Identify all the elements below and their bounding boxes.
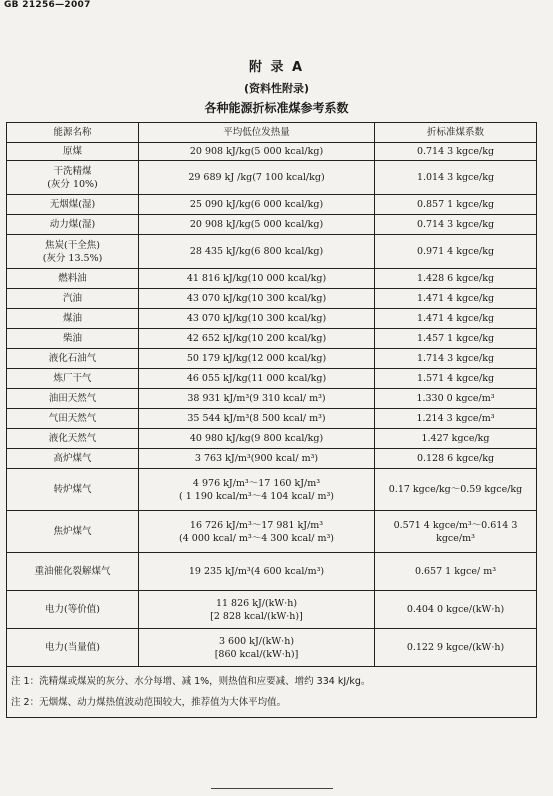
energy-name-cell-line: 燃料油 [58, 273, 87, 284]
heat-value-cell [139, 409, 375, 429]
coefficient-cell: 1.428 6 kgce/kg [375, 269, 537, 289]
heat-value-cell-line: 50 179 kJ/kg(12 000 kcal/kg) [186, 353, 327, 364]
standard-code: GB 21256—2007 [4, 0, 91, 10]
energy-name-cell-line: 焦炉煤气 [53, 526, 92, 537]
energy-name-cell [7, 143, 139, 161]
heat-value-cell [139, 329, 375, 349]
coefficient-cell: 0.128 6 kgce/kg [375, 449, 537, 469]
energy-name-cell [7, 409, 139, 429]
heat-value-cell [139, 469, 375, 511]
heat-value-cell [139, 215, 375, 235]
energy-name-cell-line: 煤油 [62, 313, 82, 324]
coefficient-cell: 0.122 9 kgce/(kW·h) [375, 629, 537, 667]
heat-value-cell-line: 46 055 kJ/kg(11 000 kcal/kg) [186, 373, 327, 384]
heat-value-cell [139, 195, 375, 215]
table-row [7, 389, 537, 409]
heat-value-cell-line: 16 726 kJ/m³～17 981 kJ/m³ [189, 519, 324, 531]
heat-value-cell-line: [2 828 kcal/(kW·h)] [210, 610, 303, 622]
heat-value-cell [139, 389, 375, 409]
coefficient-cell: 0.571 4 kgce/m³～0.614 3 kgce/m³ [375, 511, 537, 553]
heat-value-cell-line: 19 235 kJ/m³(4 600 kcal/m³) [188, 566, 325, 577]
heat-value-cell [139, 553, 375, 591]
energy-name-cell-line: 电力(等价值) [45, 604, 100, 615]
table-row [7, 469, 537, 511]
table-row [7, 161, 537, 195]
coefficient-cell: 1.471 4 kgce/kg [375, 309, 537, 329]
energy-name-cell-line: 重油催化裂解煤气 [34, 566, 111, 577]
energy-name-cell [7, 429, 139, 449]
coefficient-cell: 1.714 3 kgce/kg [375, 349, 537, 369]
energy-name-cell-line: 油田天然气 [48, 393, 97, 404]
energy-name-cell [7, 469, 139, 511]
energy-name-cell [7, 329, 139, 349]
heat-value-cell-line: ( 1 190 kcal/m³～4 104 kcal/ m³) [179, 490, 334, 502]
energy-name-cell [7, 553, 139, 591]
header-coefficient: 折标准煤系数 [375, 123, 537, 143]
heat-value-cell-line: 43 070 kJ/kg(10 300 kcal/kg) [186, 293, 327, 304]
coefficient-cell: 0.404 0 kgce/(kW·h) [375, 591, 537, 629]
energy-name-cell [7, 369, 139, 389]
energy-name-cell [7, 289, 139, 309]
coefficient-cell: 0.714 3 kgce/kg [375, 215, 537, 235]
energy-name-cell [7, 591, 139, 629]
appendix-title: 附 录 A [248, 60, 305, 75]
table-header-row [7, 123, 537, 143]
energy-name-cell-line: 炼厂干气 [53, 373, 92, 384]
energy-name-cell [7, 389, 139, 409]
energy-name-cell [7, 161, 139, 195]
table-row [7, 429, 537, 449]
energy-name-cell-line: 无烟煤(湿) [49, 199, 96, 210]
table-row [7, 511, 537, 553]
energy-name-cell-line: 原煤 [62, 146, 82, 157]
energy-name-cell-line: 电力(当量值) [45, 642, 100, 653]
heat-value-cell-line: 3 600 kJ/(kW·h) [218, 635, 295, 647]
heat-value-cell-line: 40 980 kJ/kg(9 800 kcal/kg) [189, 433, 324, 444]
heat-value-cell [139, 511, 375, 553]
heat-value-cell-line: 25 090 kJ/kg(6 000 kcal/kg) [189, 199, 324, 210]
table-row [7, 143, 537, 161]
energy-name-cell-line: 柴油 [62, 333, 82, 344]
heat-value-cell-line: [860 kcal/(kW·h)] [214, 648, 299, 660]
heat-value-cell [139, 629, 375, 667]
coefficient-cell: 1.427 kgce/kg [375, 429, 537, 449]
heat-value-cell [139, 349, 375, 369]
coefficient-cell: 1.330 0 kgce/m³ [375, 389, 537, 409]
coefficient-cell: 0.714 3 kgce/kg [375, 143, 537, 161]
heat-value-cell-line: 35 544 kJ/m³(8 500 kcal/ m³) [187, 413, 326, 424]
coefficient-cell: 1.214 3 kgce/m³ [375, 409, 537, 429]
heat-value-cell-line: (4 000 kcal/ m³～4 300 kcal/ m³) [179, 532, 334, 544]
energy-name-cell-line: 液化石油气 [48, 353, 97, 364]
coefficient-cell: 0.17 kgce/kg～0.59 kgce/kg [375, 469, 537, 511]
heat-value-cell-line: 29 689 kJ /kg(7 100 kcal/kg) [188, 172, 325, 183]
coefficient-cell: 0.857 1 kgce/kg [375, 195, 537, 215]
coefficient-cell: 1.014 3 kgce/kg [375, 161, 537, 195]
energy-name-cell [7, 349, 139, 369]
heat-value-cell-line: 28 435 kJ/kg(6 800 kcal/kg) [189, 246, 324, 257]
table-row [7, 553, 537, 591]
table-row [7, 309, 537, 329]
header-heat-value: 平均低位发热量 [139, 123, 375, 143]
heat-value-cell [139, 369, 375, 389]
table-row [7, 289, 537, 309]
table-row [7, 215, 537, 235]
energy-name-cell [7, 511, 139, 553]
heat-value-cell [139, 161, 375, 195]
energy-name-cell-line: 汽油 [62, 293, 82, 304]
table-row [7, 349, 537, 369]
heat-value-cell-line: 11 826 kJ/(kW·h) [215, 597, 298, 609]
table-row [7, 329, 537, 349]
energy-name-cell-line: 焦炭(干全焦) [45, 239, 100, 251]
heat-value-cell-line: 4 976 kJ/m³～17 160 kJ/m³ [192, 477, 321, 489]
energy-name-cell-line: 转炉煤气 [53, 484, 92, 495]
energy-name-cell [7, 309, 139, 329]
heat-value-cell-line: 38 931 kJ/m³(9 310 kcal/ m³) [187, 393, 326, 404]
heat-value-cell-line: 41 816 kJ/kg(10 000 kcal/kg) [186, 273, 327, 284]
coefficient-cell: 1.471 4 kgce/kg [375, 289, 537, 309]
table-row [7, 449, 537, 469]
energy-name-cell-line: (灰分 13.5%) [42, 252, 103, 264]
table-row [7, 269, 537, 289]
appendix-subtitle: (资料性附录) [243, 82, 310, 95]
notes-cell [7, 667, 537, 718]
table-row [7, 409, 537, 429]
energy-name-cell-line: (灰分 10%) [47, 178, 98, 190]
energy-name-cell [7, 269, 139, 289]
notes-row [7, 667, 537, 718]
energy-name-cell-line: 液化天然气 [48, 433, 97, 444]
heat-value-cell-line: 43 070 kJ/kg(10 300 kcal/kg) [186, 313, 327, 324]
heat-value-cell-line: 42 652 kJ/kg(10 200 kcal/kg) [186, 333, 327, 344]
energy-name-cell-line: 动力煤(湿) [49, 219, 96, 230]
energy-name-cell-line: 气田天然气 [48, 413, 97, 424]
header-energy-name: 能源名称 [7, 123, 139, 143]
energy-coefficient-table [6, 122, 537, 718]
heat-value-cell [139, 591, 375, 629]
energy-name-cell [7, 195, 139, 215]
table-row [7, 235, 537, 269]
energy-name-cell [7, 235, 139, 269]
table-row [7, 369, 537, 389]
coefficient-cell: 1.457 1 kgce/kg [375, 329, 537, 349]
energy-name-cell-line: 高炉煤气 [53, 453, 92, 464]
energy-name-cell [7, 215, 139, 235]
energy-name-cell [7, 629, 139, 667]
heat-value-cell-line: 20 908 kJ/kg(5 000 kcal/kg) [189, 146, 324, 157]
heat-value-cell-line: 20 908 kJ/kg(5 000 kcal/kg) [189, 219, 324, 230]
heat-value-cell [139, 269, 375, 289]
energy-name-cell [7, 449, 139, 469]
table-title: 各种能源折标准煤参考系数 [204, 101, 349, 115]
heat-value-cell [139, 143, 375, 161]
table-row [7, 629, 537, 667]
energy-name-cell-line: 干洗精煤 [53, 165, 92, 177]
heat-value-cell [139, 235, 375, 269]
heat-value-cell [139, 429, 375, 449]
coefficient-cell: 0.657 1 kgce/ m³ [375, 553, 537, 591]
table-row [7, 195, 537, 215]
table-note: 注 1：洗精煤或煤炭的灰分、水分每增、减 1%，则热值和应要减、增约 334 kJ/kg。 [11, 676, 371, 687]
footer-rule [211, 788, 333, 789]
table-note: 注 2：无烟煤、动力煤热值波动范围较大，推荐值为大体平均值。 [11, 697, 287, 708]
heat-value-cell-line: 3 763 kJ/m³(900 kcal/ m³) [194, 453, 319, 464]
coefficient-cell: 1.571 4 kgce/kg [375, 369, 537, 389]
heat-value-cell [139, 309, 375, 329]
table-row [7, 591, 537, 629]
heat-value-cell [139, 449, 375, 469]
heat-value-cell [139, 289, 375, 309]
coefficient-cell: 0.971 4 kgce/kg [375, 235, 537, 269]
